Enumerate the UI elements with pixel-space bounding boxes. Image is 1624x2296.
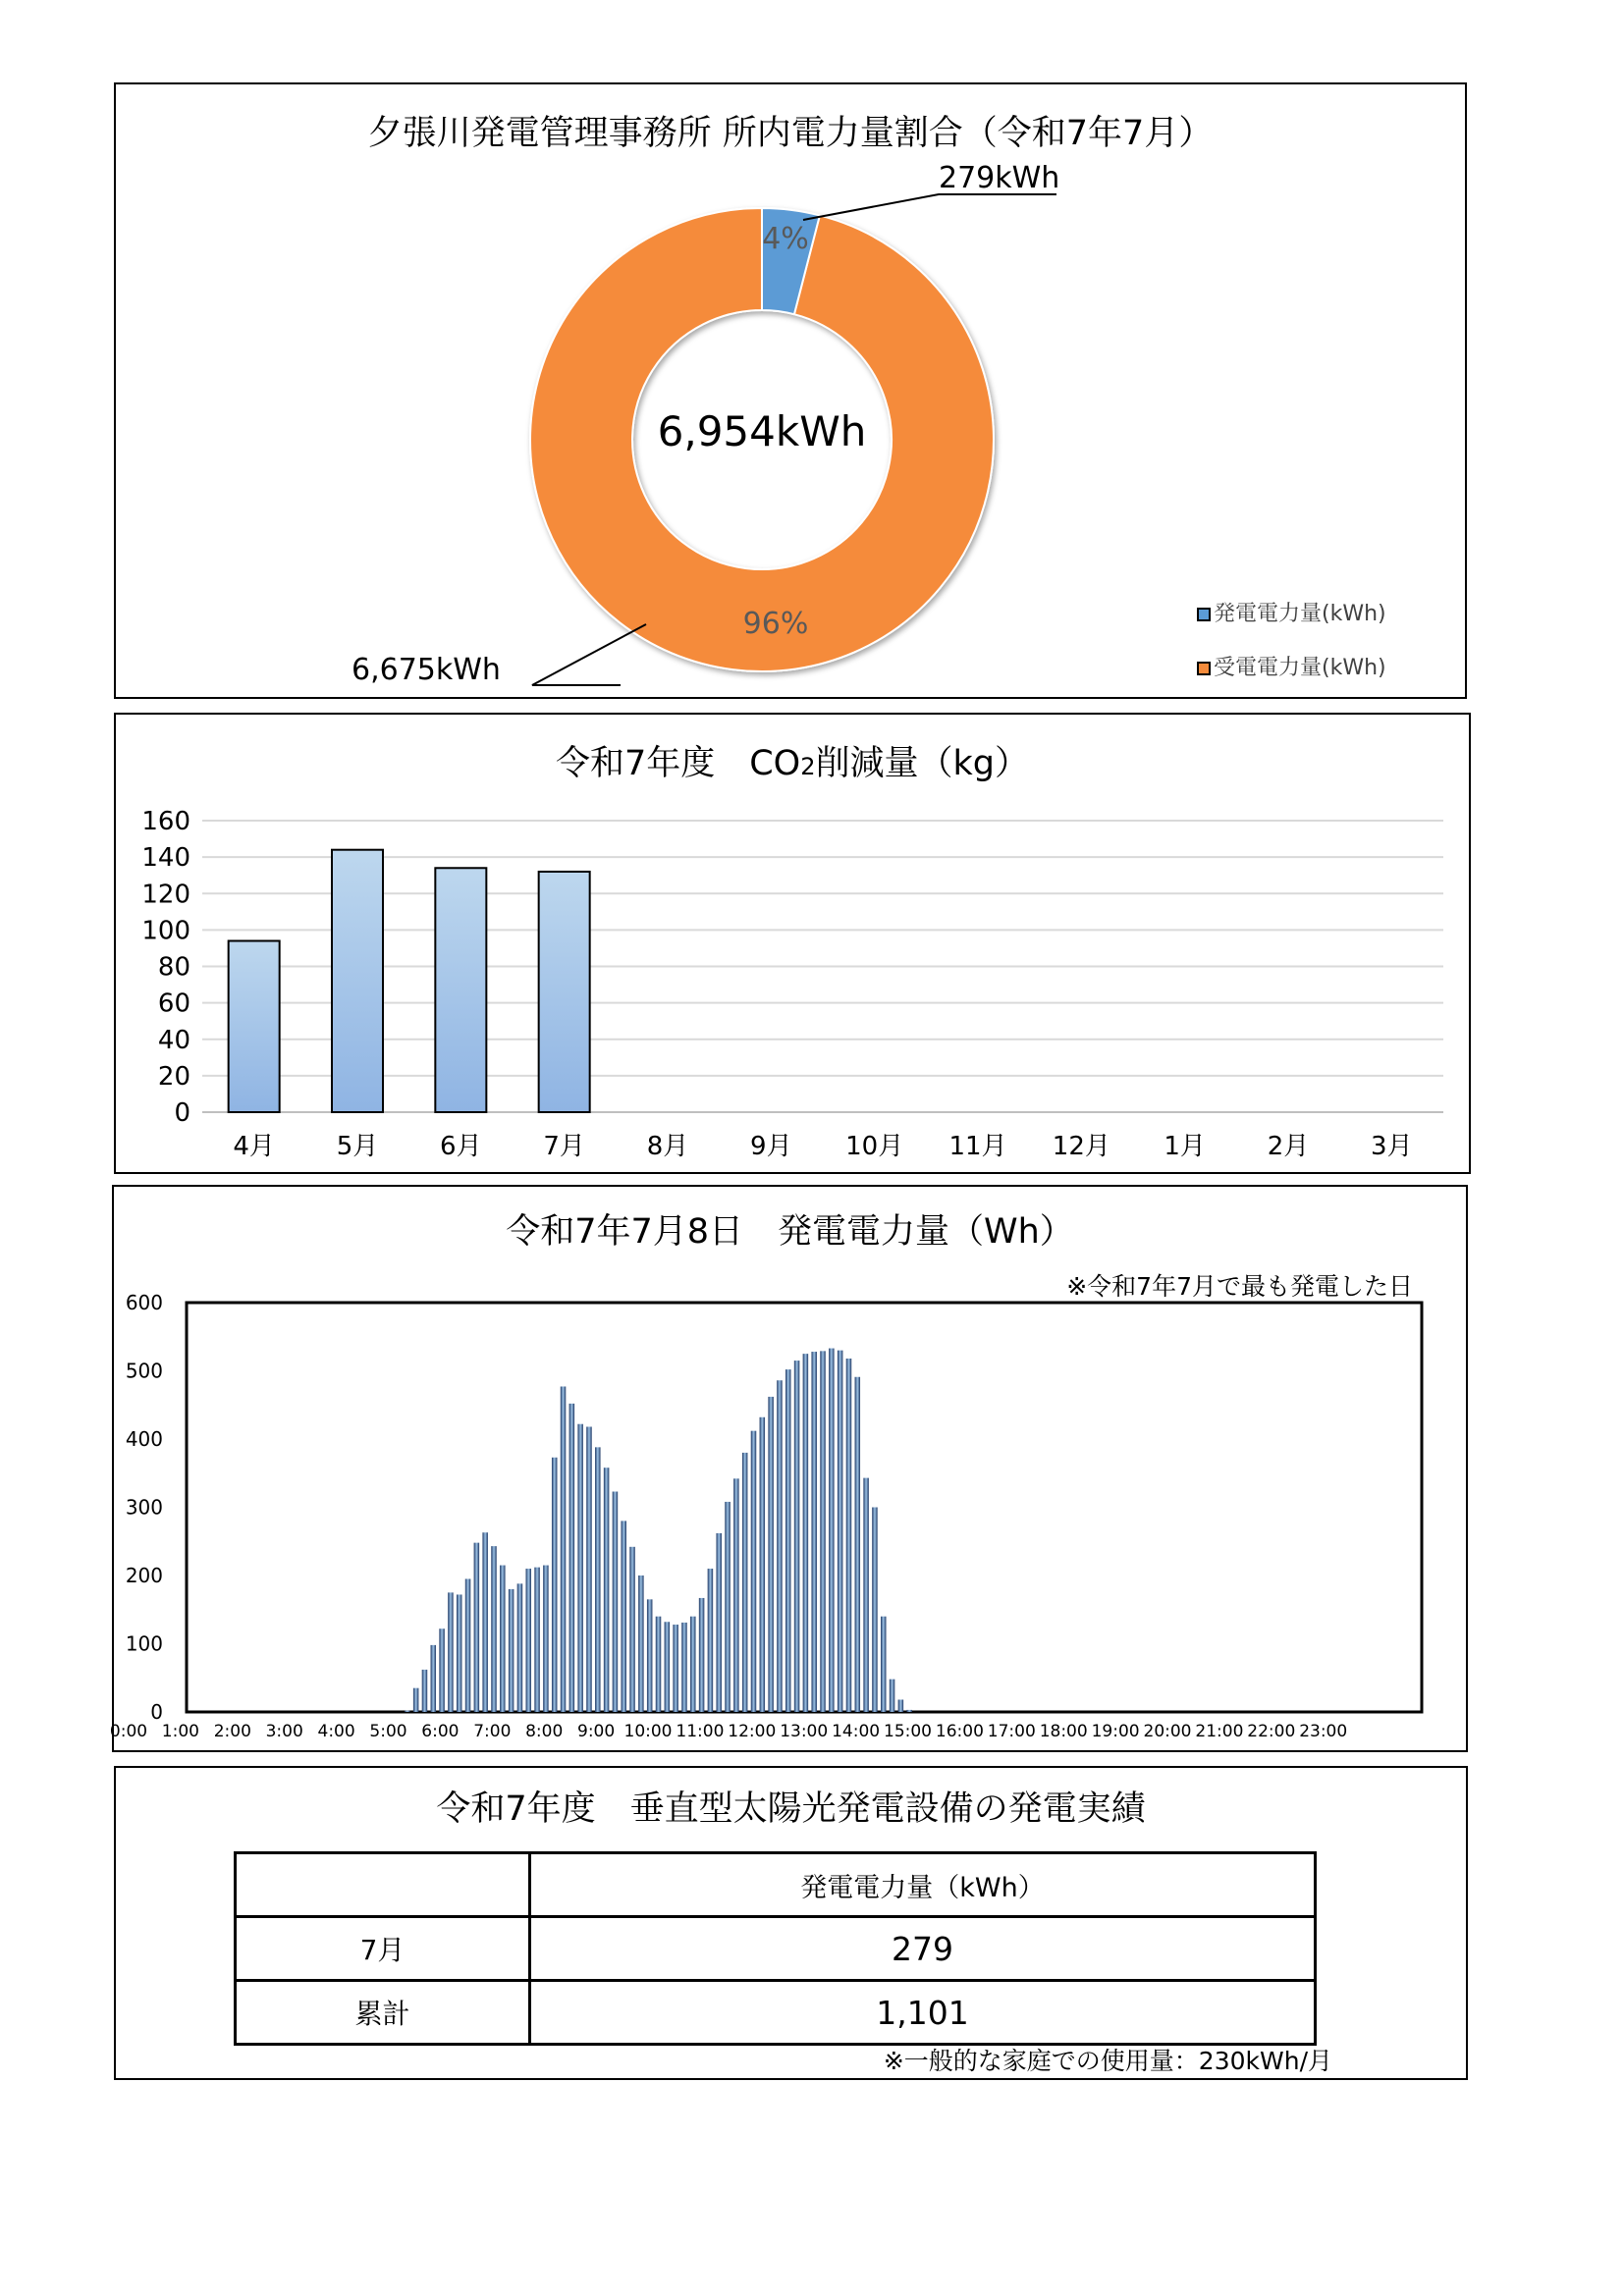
daily-bar xyxy=(872,1508,878,1713)
daily-bar xyxy=(595,1447,601,1712)
row-label-month: 7月 xyxy=(236,1917,530,1981)
donut-chart xyxy=(116,84,1465,697)
co2-ytick-label: 140 xyxy=(141,843,190,874)
table-header-blank xyxy=(236,1853,530,1917)
table-row xyxy=(236,1981,1316,2045)
daily-bar xyxy=(577,1424,583,1712)
daily-bar xyxy=(647,1599,653,1712)
results-note: ※一般的な家庭での使用量：230kWh/月 xyxy=(883,2047,1332,2075)
daily-bar xyxy=(820,1351,826,1712)
results-panel xyxy=(114,1766,1468,2080)
daily-bar xyxy=(855,1377,861,1712)
co2-ytick-label: 120 xyxy=(141,880,190,910)
legend-label-received: 受電電力量(kWh) xyxy=(1214,656,1386,680)
co2-ytick-label: 0 xyxy=(174,1098,190,1128)
daily-ytick-label: 300 xyxy=(125,1495,163,1520)
daily-bar xyxy=(803,1354,809,1712)
daily-xtick-label: 18:00 xyxy=(1039,1722,1088,1741)
daily-xtick-label: 11:00 xyxy=(676,1722,725,1741)
daily-bar xyxy=(422,1670,428,1712)
daily-xtick-label: 8:00 xyxy=(525,1722,564,1741)
results-table xyxy=(234,1851,1317,2046)
co2-title-pre: 令和7年度 CO xyxy=(555,744,801,783)
daily-ytick-label: 600 xyxy=(125,1291,163,1314)
co2-xtick-label: 7月 xyxy=(543,1132,585,1161)
daily-bar xyxy=(768,1397,774,1712)
legend-swatch-generated xyxy=(1198,609,1210,620)
daily-bar xyxy=(751,1431,757,1712)
daily-xtick-label: 14:00 xyxy=(832,1722,881,1741)
daily-bar xyxy=(569,1404,575,1712)
daily-bar xyxy=(665,1622,671,1712)
daily-ytick-label: 200 xyxy=(125,1564,163,1587)
daily-bar xyxy=(863,1478,869,1712)
co2-xtick-label: 9月 xyxy=(750,1132,792,1161)
daily-bar xyxy=(439,1629,445,1712)
daily-xtick-label: 20:00 xyxy=(1143,1722,1192,1741)
daily-bar xyxy=(881,1617,887,1712)
co2-panel xyxy=(114,713,1471,1174)
daily-bar xyxy=(708,1569,714,1712)
daily-bar xyxy=(405,1711,410,1712)
table-row xyxy=(236,1917,1316,1981)
daily-bar xyxy=(509,1589,514,1712)
daily-bar xyxy=(543,1566,549,1712)
callout-received: 6,675kWh xyxy=(352,653,501,687)
daily-bar xyxy=(898,1699,904,1712)
results-title: 令和7年度 垂直型太陽光発電設備の発電実績 xyxy=(436,1789,1146,1829)
donut-center-label: 6,954kWh xyxy=(657,407,867,455)
daily-bar xyxy=(906,1710,912,1712)
daily-bar xyxy=(629,1547,635,1712)
daily-bar xyxy=(561,1386,567,1712)
daily-xtick-label: 23:00 xyxy=(1299,1722,1348,1741)
co2-xtick-label: 8月 xyxy=(646,1132,689,1161)
daily-xtick-label: 17:00 xyxy=(987,1722,1036,1741)
daily-xtick-label: 12:00 xyxy=(728,1722,777,1741)
daily-bar xyxy=(656,1617,662,1712)
daily-bar xyxy=(716,1533,722,1712)
callout-generated: 279kWh xyxy=(939,161,1060,195)
row-value-month: 279 xyxy=(530,1917,1316,1981)
donut-title: 夕張川発電管理事務所 所内電力量割合（令和7年7月） xyxy=(367,114,1214,153)
daily-bar xyxy=(448,1592,454,1712)
daily-bar xyxy=(638,1575,644,1712)
daily-xtick-label: 9:00 xyxy=(577,1722,616,1741)
co2-bar xyxy=(332,850,383,1112)
daily-xtick-label: 3:00 xyxy=(265,1722,303,1741)
daily-bar xyxy=(517,1583,523,1712)
co2-ytick-label: 80 xyxy=(157,952,190,983)
daily-bar xyxy=(457,1594,462,1712)
row-label-total: 累計 xyxy=(236,1981,530,2045)
daily-bar xyxy=(465,1578,471,1712)
daily-xtick-label: 13:00 xyxy=(780,1722,829,1741)
daily-bar xyxy=(699,1598,705,1712)
co2-ytick-label: 40 xyxy=(157,1025,190,1055)
daily-xtick-label: 19:00 xyxy=(1091,1722,1140,1741)
daily-bar xyxy=(604,1468,610,1712)
co2-xtick-label: 11月 xyxy=(948,1132,1007,1161)
daily-bar xyxy=(586,1426,592,1712)
row-value-total: 1,101 xyxy=(530,1981,1316,2045)
daily-title: 令和7年7月8日 発電電力量（Wh） xyxy=(506,1212,1074,1252)
daily-xtick-label: 16:00 xyxy=(935,1722,984,1741)
daily-bar xyxy=(534,1568,540,1712)
co2-bar xyxy=(229,941,280,1112)
daily-xtick-label: 10:00 xyxy=(623,1722,673,1741)
daily-bar xyxy=(673,1625,678,1712)
pct-label-generated: 4% xyxy=(762,222,809,256)
daily-xtick-label: 6:00 xyxy=(421,1722,460,1741)
daily-bar xyxy=(690,1617,696,1712)
co2-xtick-label: 3月 xyxy=(1371,1132,1413,1161)
daily-bar xyxy=(431,1645,437,1712)
daily-bar xyxy=(890,1680,895,1712)
daily-chart xyxy=(109,1187,1466,1750)
daily-xtick-label: 0:00 xyxy=(109,1722,148,1741)
co2-xtick-label: 5月 xyxy=(336,1132,379,1161)
table-header-row xyxy=(236,1853,1316,1917)
daily-xtick-label: 7:00 xyxy=(473,1722,512,1741)
callout-line-generated xyxy=(803,194,1056,220)
daily-bar xyxy=(742,1453,748,1712)
co2-chart xyxy=(116,715,1469,1172)
legend-swatch-received xyxy=(1198,663,1210,674)
co2-ytick-label: 100 xyxy=(141,916,190,946)
daily-bar xyxy=(500,1566,506,1712)
legend-label-generated: 発電電力量(kWh) xyxy=(1214,602,1386,626)
daily-bar xyxy=(621,1521,626,1712)
daily-bar xyxy=(552,1458,558,1712)
co2-bar xyxy=(539,872,590,1112)
daily-bar xyxy=(733,1478,739,1712)
daily-xtick-label: 5:00 xyxy=(369,1722,407,1741)
pct-label-received: 96% xyxy=(742,607,809,641)
daily-bar xyxy=(838,1351,843,1712)
daily-bar xyxy=(413,1688,419,1712)
daily-bar xyxy=(785,1369,791,1712)
daily-ytick-label: 400 xyxy=(125,1427,163,1451)
co2-ytick-label: 160 xyxy=(141,807,190,836)
daily-bar xyxy=(482,1532,488,1712)
daily-bar xyxy=(613,1492,619,1712)
daily-bar xyxy=(491,1546,497,1712)
co2-xtick-label: 10月 xyxy=(845,1132,904,1161)
co2-xtick-label: 2月 xyxy=(1267,1132,1310,1161)
daily-xtick-label: 21:00 xyxy=(1195,1722,1244,1741)
co2-xtick-label: 4月 xyxy=(233,1132,275,1161)
daily-bar xyxy=(474,1543,480,1712)
daily-xtick-label: 22:00 xyxy=(1247,1722,1296,1741)
daily-ytick-label: 500 xyxy=(125,1359,163,1383)
daily-xtick-label: 1:00 xyxy=(161,1722,199,1741)
callout-line-received xyxy=(532,624,646,685)
daily-bar xyxy=(829,1349,835,1712)
daily-bar xyxy=(681,1623,687,1712)
daily-bar xyxy=(846,1359,852,1712)
daily-bar xyxy=(725,1502,731,1712)
daily-ytick-label: 0 xyxy=(150,1700,163,1724)
co2-xtick-label: 6月 xyxy=(440,1132,482,1161)
daily-ytick-label: 100 xyxy=(125,1631,163,1656)
co2-xtick-label: 1月 xyxy=(1164,1132,1206,1161)
table-header-value: 発電電力量（kWh） xyxy=(530,1853,1316,1917)
daily-xtick-label: 2:00 xyxy=(213,1722,251,1741)
daily-bar xyxy=(811,1352,817,1712)
co2-title-post: 削減量（kg） xyxy=(815,744,1030,783)
daily-xtick-label: 15:00 xyxy=(884,1722,932,1741)
co2-bar xyxy=(435,868,486,1112)
daily-note: ※令和7年7月で最も発電した日 xyxy=(1066,1272,1413,1301)
daily-bar xyxy=(760,1417,766,1712)
donut-panel xyxy=(114,82,1467,699)
daily-bar xyxy=(777,1380,783,1712)
co2-ytick-label: 20 xyxy=(157,1061,190,1092)
co2-ytick-label: 60 xyxy=(157,988,190,1019)
daily-bar xyxy=(794,1361,800,1712)
daily-panel xyxy=(109,1185,1468,1752)
daily-xtick-label: 4:00 xyxy=(317,1722,355,1741)
co2-xtick-label: 12月 xyxy=(1052,1132,1110,1161)
daily-bar xyxy=(526,1569,532,1712)
co2-title-sub: 2 xyxy=(800,753,816,780)
